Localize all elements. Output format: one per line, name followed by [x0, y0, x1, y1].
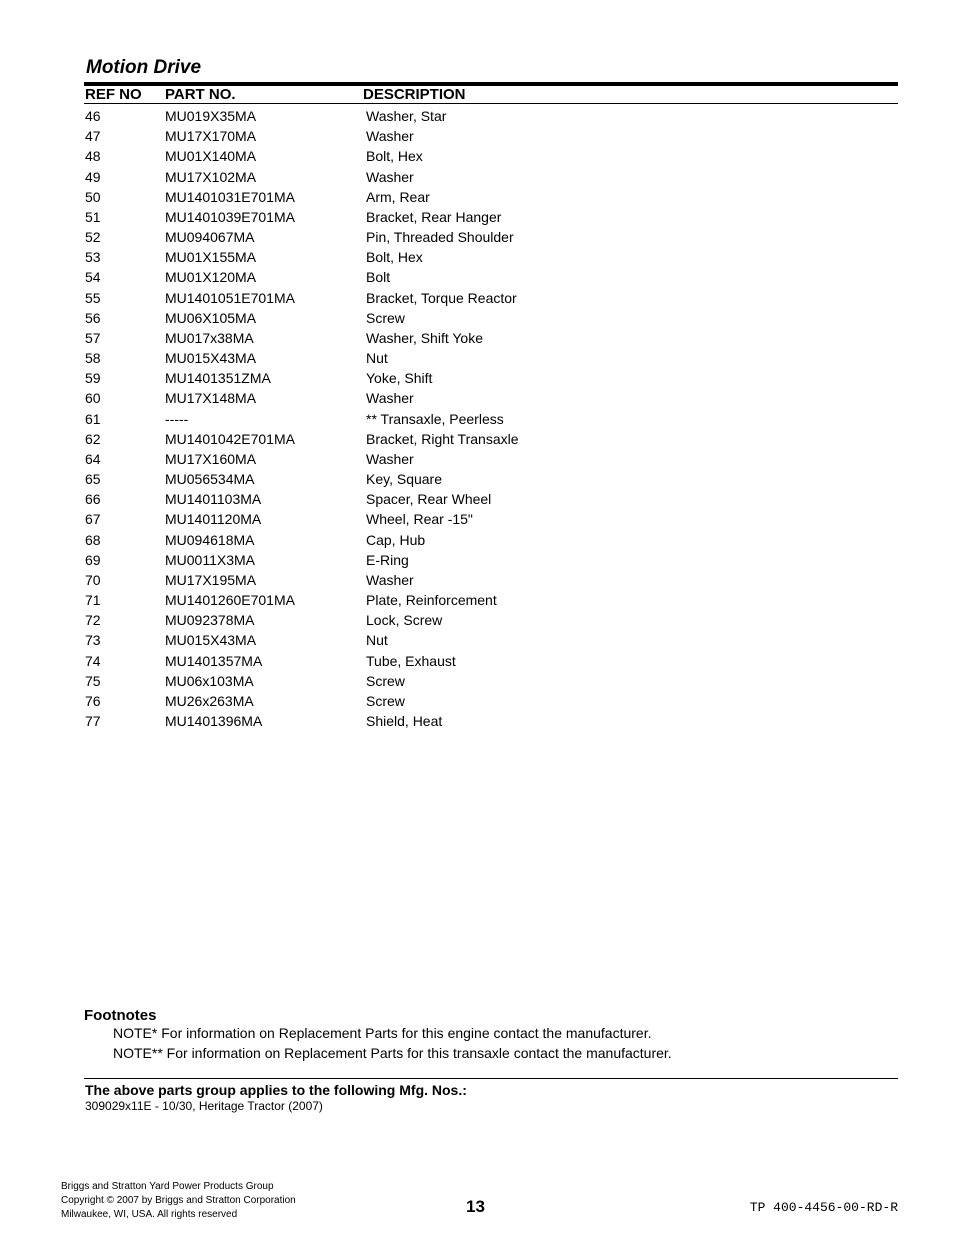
- document-code: TP 400-4456-00-RD-R: [749, 1200, 898, 1215]
- part-no-cell: MU0011X3MA: [165, 551, 256, 568]
- description-cell: Washer, Star: [366, 108, 447, 124]
- ref-no-cell: 50: [85, 188, 101, 205]
- ref-no-cell: 74: [85, 652, 101, 669]
- table-row: [84, 388, 898, 408]
- footer-line: Milwaukee, WI, USA. All rights reserved: [61, 1209, 238, 1220]
- ref-no-cell: 58: [85, 350, 101, 367]
- table-row: [84, 489, 898, 509]
- parts-table-body: [84, 106, 898, 731]
- ref-no-cell: 48: [85, 148, 101, 165]
- table-row: [84, 509, 898, 529]
- ref-no-cell: 55: [85, 289, 101, 306]
- part-no-cell: MU1401103MA: [165, 491, 262, 508]
- ref-no-cell: 59: [85, 370, 101, 387]
- part-no-cell: MU26x263MA: [165, 692, 254, 709]
- table-row: [84, 671, 898, 691]
- ref-no-cell: 70: [85, 571, 101, 588]
- description-cell: ** Transaxle, Peerless: [366, 410, 504, 427]
- ref-no-cell: 47: [85, 128, 101, 145]
- description-cell: Lock, Screw: [366, 612, 443, 629]
- table-row: [84, 409, 898, 429]
- part-no-cell: MU01X120MA: [165, 269, 257, 286]
- ref-no-cell: 62: [85, 430, 101, 447]
- page-number: 13: [466, 1197, 485, 1216]
- description-cell: Bracket, Rear Hanger: [366, 208, 502, 225]
- table-row: [84, 348, 898, 368]
- description-cell: Bracket, Right Transaxle: [366, 430, 519, 447]
- description-cell: Washer, Shift Yoke: [366, 329, 483, 346]
- description-cell: Key, Square: [366, 471, 443, 488]
- part-no-cell: MU06x103MA: [165, 672, 254, 689]
- description-cell: Pin, Threaded Shoulder: [366, 229, 514, 246]
- description-cell: Nut: [366, 632, 388, 649]
- part-no-cell: MU17X102MA: [165, 168, 257, 185]
- description-cell: Nut: [366, 350, 388, 367]
- table-row: [84, 570, 898, 590]
- part-no-cell: MU1401260E701MA: [165, 592, 295, 609]
- description-cell: Washer: [366, 450, 414, 467]
- footnote-engine: NOTE* For information on Replacement Parts for this engine contact the manufacturer.: [113, 1025, 652, 1041]
- part-no-cell: MU01X140MA: [165, 148, 257, 165]
- part-no-cell: MU17X160MA: [165, 450, 257, 467]
- table-row: [84, 469, 898, 489]
- part-no-cell: MU017x38MA: [165, 329, 254, 346]
- part-no-cell: MU019X35MA: [165, 108, 257, 124]
- footer-line: Copyright © 2007 by Briggs and Stratton Corporation: [61, 1195, 296, 1206]
- part-no-cell: MU06X105MA: [165, 309, 257, 326]
- part-no-cell: MU1401120MA: [165, 511, 262, 528]
- description-cell: Tube, Exhaust: [366, 652, 456, 669]
- header-ref-no: REF NO: [85, 86, 142, 103]
- part-no-cell: MU094067MA: [165, 229, 255, 246]
- ref-no-cell: 65: [85, 471, 101, 488]
- table-row: [84, 187, 898, 207]
- part-no-cell: MU1401042E701MA: [165, 430, 295, 447]
- table-header: [84, 85, 898, 102]
- section-title: Motion Drive: [86, 57, 202, 78]
- table-row: [84, 429, 898, 449]
- table-row: [84, 227, 898, 247]
- table-row: [84, 247, 898, 267]
- ref-no-cell: 56: [85, 309, 101, 326]
- table-row: [84, 106, 898, 126]
- table-row: [84, 711, 898, 731]
- footer-company: [61, 1180, 296, 1222]
- ref-no-cell: 77: [85, 713, 101, 730]
- table-row: [84, 167, 898, 187]
- ref-no-cell: 60: [85, 390, 101, 407]
- footer-line: Briggs and Stratton Yard Power Products Group: [61, 1181, 274, 1192]
- table-row: [84, 630, 898, 650]
- part-no-cell: MU1401039E701MA: [165, 208, 295, 225]
- description-cell: Screw: [366, 692, 405, 709]
- description-cell: Screw: [366, 672, 405, 689]
- ref-no-cell: 73: [85, 632, 101, 649]
- description-cell: Washer: [366, 168, 414, 185]
- table-row: [84, 328, 898, 348]
- table-row: [84, 651, 898, 671]
- mfg-numbers: 309029x11E - 10/30, Heritage Tractor (2007): [85, 1099, 323, 1113]
- description-cell: Yoke, Shift: [366, 370, 433, 387]
- table-row: [84, 550, 898, 570]
- ref-no-cell: 61: [85, 410, 101, 427]
- part-no-cell: MU1401031E701MA: [165, 188, 295, 205]
- part-no-cell: MU092378MA: [165, 612, 255, 629]
- part-no-cell: MU015X43MA: [165, 632, 257, 649]
- ref-no-cell: 67: [85, 511, 101, 528]
- part-no-cell: MU1401396MA: [165, 713, 263, 730]
- description-cell: Wheel, Rear -15": [366, 511, 473, 528]
- table-row: [84, 691, 898, 711]
- footnotes-title: Footnotes: [84, 1007, 157, 1024]
- description-cell: Bolt, Hex: [366, 249, 423, 266]
- description-cell: Washer: [366, 390, 414, 407]
- table-row: [84, 267, 898, 287]
- part-no-cell: MU17X195MA: [165, 571, 257, 588]
- table-row: [84, 308, 898, 328]
- part-no-cell: MU015X43MA: [165, 350, 257, 367]
- part-no-cell: MU1401051E701MA: [165, 289, 295, 306]
- description-cell: Spacer, Rear Wheel: [366, 491, 492, 508]
- description-cell: Plate, Reinforcement: [366, 592, 497, 609]
- applies-heading: The above parts group applies to the following Mfg. Nos.:: [85, 1082, 467, 1098]
- ref-no-cell: 57: [85, 329, 101, 346]
- part-no-cell: -----: [165, 410, 189, 427]
- table-row: [84, 146, 898, 166]
- part-no-cell: MU01X155MA: [165, 249, 257, 266]
- ref-no-cell: 49: [85, 168, 101, 185]
- ref-no-cell: 53: [85, 249, 101, 266]
- header-description: DESCRIPTION: [363, 86, 466, 103]
- table-row: [84, 610, 898, 630]
- table-row: [84, 368, 898, 388]
- ref-no-cell: 64: [85, 450, 101, 467]
- table-row: [84, 207, 898, 227]
- description-cell: Bolt: [366, 269, 391, 286]
- part-no-cell: MU17X170MA: [165, 128, 257, 145]
- ref-no-cell: 76: [85, 692, 101, 709]
- description-cell: Shield, Heat: [366, 713, 443, 730]
- table-row: [84, 449, 898, 469]
- part-no-cell: MU1401351ZMA: [165, 370, 271, 387]
- ref-no-cell: 46: [85, 108, 101, 124]
- description-cell: Screw: [366, 309, 405, 326]
- table-row: [84, 590, 898, 610]
- ref-no-cell: 51: [85, 208, 101, 225]
- footnote-transaxle: NOTE** For information on Replacement Parts for this transaxle contact the manufacturer.: [113, 1045, 672, 1061]
- description-cell: Washer: [366, 571, 414, 588]
- part-no-cell: MU056534MA: [165, 471, 255, 488]
- part-no-cell: MU094618MA: [165, 531, 255, 548]
- part-no-cell: MU1401357MA: [165, 652, 263, 669]
- description-cell: Arm, Rear: [366, 188, 430, 205]
- ref-no-cell: 75: [85, 672, 101, 689]
- ref-no-cell: 69: [85, 551, 101, 568]
- part-no-cell: MU17X148MA: [165, 390, 257, 407]
- description-cell: Cap, Hub: [366, 531, 426, 548]
- table-row: [84, 530, 898, 550]
- header-rule: [84, 103, 898, 104]
- table-row: [84, 126, 898, 146]
- ref-no-cell: 71: [85, 592, 101, 609]
- ref-no-cell: 52: [85, 229, 101, 246]
- description-cell: Bracket, Torque Reactor: [366, 289, 517, 306]
- ref-no-cell: 68: [85, 531, 101, 548]
- description-cell: Washer: [366, 128, 414, 145]
- table-row: [84, 288, 898, 308]
- ref-no-cell: 72: [85, 612, 101, 629]
- ref-no-cell: 66: [85, 491, 101, 508]
- description-cell: E-Ring: [366, 551, 409, 568]
- ref-no-cell: 54: [85, 269, 101, 286]
- header-part-no: PART NO.: [165, 86, 236, 103]
- applies-rule: [84, 1078, 898, 1079]
- description-cell: Bolt, Hex: [366, 148, 423, 165]
